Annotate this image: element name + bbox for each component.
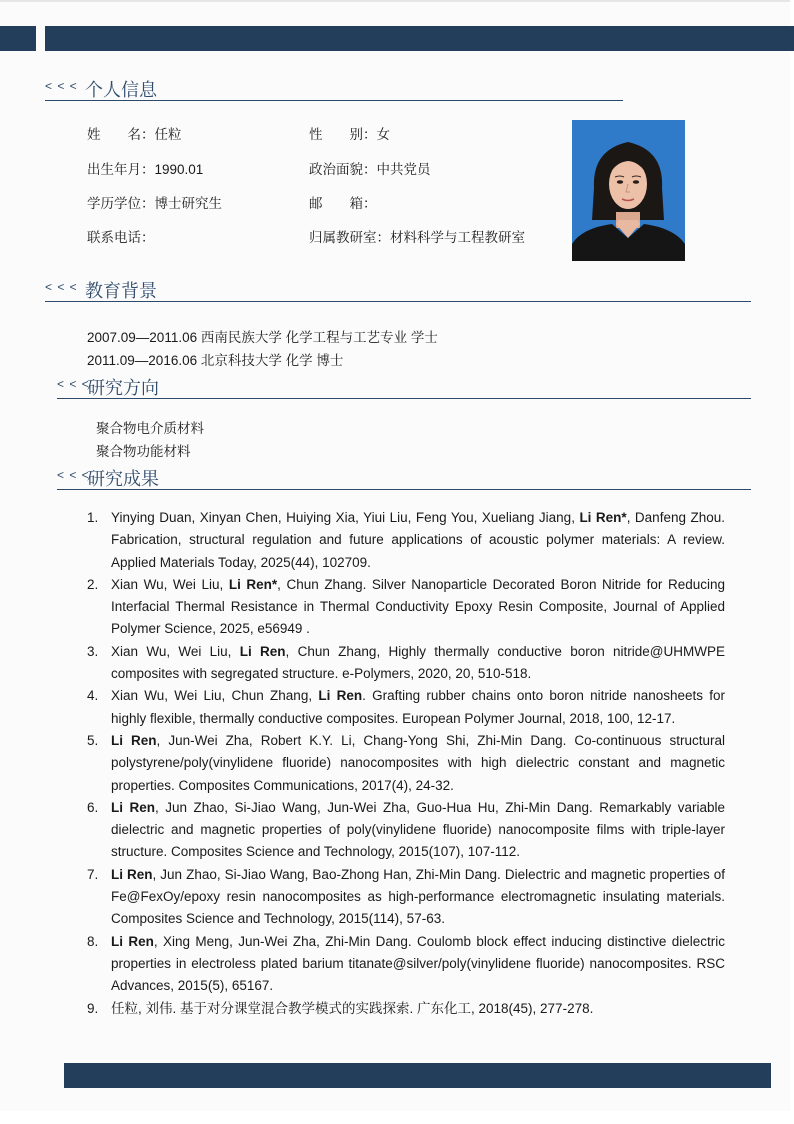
section-arrows: < < < [57, 468, 90, 482]
publication-list [87, 507, 725, 1020]
section-arrows: < < < [45, 280, 78, 294]
publication-number: 3. [87, 643, 99, 659]
info-name: 姓 名：任粒 [87, 127, 182, 142]
section-header-achievements [57, 465, 751, 490]
publication-text: , Xing Meng, Jun-Wei Zha, Zhi-Min Dang. Coulomb block effect inducing distinctive dielectric properties in electroless plated barium titanate@silver/poly(vinylidene fluoride) nanocomposites. RSC Advances, 2015(5), 65167. [111, 933, 725, 994]
publication-number: 9. [87, 1000, 99, 1016]
publication-author-highlight: Li Ren [318, 688, 363, 704]
section-header-research [57, 374, 751, 399]
publication-text: Yinying Duan, Xinyan Chen, Huiying Xia, Yiui Liu, Feng You, Xueliang Jiang, [111, 510, 580, 525]
publication-text: , Chun Zhang. Silver Nanoparticle Decorated Boron Nitride for Reducing Interfacial Thermal Resistance in Thermal Conductivity Epoxy Resin Composite, Journal of Applied Polymer Science, 2025, e56949 . [111, 576, 725, 637]
education-item: 2007.09—2011.06 西南民族大学 化学工程与工艺专业 学士 [87, 330, 438, 345]
publication-text: , Chun Zhang, Highly thermally conductive boron nitride@UHMWPE composites with segregated structure. e-Polymers, 2020, 20, 510-518. [111, 643, 725, 682]
section-title-research: 研究方向 [87, 378, 159, 398]
publication-number: 4. [87, 688, 99, 704]
portrait-illustration [572, 120, 685, 261]
publication-author-highlight: Li Ren [111, 799, 155, 815]
publication-author-highlight: Li Ren* [579, 510, 627, 525]
section-title-education: 教育背景 [85, 281, 157, 301]
profile-photo [572, 120, 685, 261]
info-birth: 出生年月：1990.01 [87, 162, 204, 177]
publication-item [87, 685, 725, 730]
publication-author-highlight: Li Ren* [228, 576, 278, 592]
publication-author-highlight: Li Ren [111, 732, 157, 748]
info-office: 归属教研室：材料科学与工程教研室 [309, 230, 525, 245]
info-email: 邮 箱： [309, 196, 377, 211]
publication-number: 8. [87, 933, 99, 949]
header-accent-block [0, 26, 36, 51]
publication-text: Xian Wu, Wei Liu, [111, 576, 229, 592]
publication-author-highlight: Li Ren [111, 866, 153, 882]
publication-item [87, 864, 725, 931]
section-arrows: < < < [45, 79, 78, 93]
publication-item [87, 574, 725, 641]
publication-text: , Danfeng Zhou. Fabrication, structural regulation and future applications of acoustic polymer materials: A review. Applied Materials Today, 2025(44), 102709. [111, 510, 725, 570]
publication-author-highlight: Li Ren [111, 933, 154, 949]
publication-text: , Jun Zhao, Si-Jiao Wang, Jun-Wei Zha, Guo-Hua Hu, Zhi-Min Dang. Remarkably variable dielectric and magnetic properties of poly(vinylidene fluoride) nanocomposite films with triple-layer structure. Composites Science and Technology, 2015(107), 107-112. [111, 799, 725, 860]
info-degree: 学历学位：博士研究生 [87, 196, 222, 211]
section-header-education [45, 277, 751, 302]
research-item: 聚合物功能材料 [96, 444, 191, 459]
publication-text: 任粒, 刘伟. 基于对分课堂混合教学模式的实践探索. 广东化工, 2018(45), 277-278. [111, 1000, 594, 1016]
publication-number: 7. [87, 866, 99, 882]
publication-item [87, 641, 725, 686]
publication-number: 5. [87, 732, 99, 748]
section-title-achievements: 研究成果 [87, 469, 159, 489]
section-header-personal [45, 76, 623, 101]
publication-author-highlight: Li Ren [239, 643, 286, 659]
publication-item [87, 998, 725, 1020]
publication-text: , Jun Zhao, Si-Jiao Wang, Bao-Zhong Han, Zhi-Min Dang. Dielectric and magnetic properties of Fe@FexOy/epoxy resin nanocomposites as high-performance electromagnetic insulating materials. Composites Science and Technology, 2015(114), 57-63. [111, 866, 725, 927]
info-political: 政治面貌：中共党员 [309, 162, 431, 177]
research-item: 聚合物电介质材料 [96, 421, 204, 436]
info-phone: 联系电话： [87, 230, 155, 245]
publication-item [87, 730, 725, 797]
publication-text: Xian Wu, Wei Liu, [111, 643, 240, 659]
publication-text: , Jun-Wei Zha, Robert K.Y. Li, Chang-Yong Shi, Zhi-Min Dang. Co-continuous structural polystyrene/poly(vinylidene fluoride) nanocomposites with high dielectric constant and magnetic properties. Composites Communications, 2017(4), 24-32. [111, 732, 725, 793]
section-arrows: < < < [57, 377, 90, 391]
publication-number: 1. [87, 510, 99, 525]
education-item: 2011.09—2016.06 北京科技大学 化学 博士 [87, 353, 344, 368]
publication-text: . Grafting rubber chains onto boron nitride nanosheets for highly flexible, thermally conductive composites. European Polymer Journal, 2018, 100, 12-17. [111, 688, 725, 726]
publication-item [87, 797, 725, 864]
publication-number: 2. [87, 576, 99, 592]
info-gender: 性 别：女 [309, 127, 390, 142]
section-title-personal: 个人信息 [85, 80, 157, 100]
publication-item [87, 931, 725, 998]
publication-number: 6. [87, 799, 99, 815]
header-banner [45, 26, 794, 51]
publication-item [87, 507, 725, 574]
publication-text: Xian Wu, Wei Liu, Chun Zhang, [111, 688, 319, 704]
footer-banner [64, 1063, 771, 1088]
